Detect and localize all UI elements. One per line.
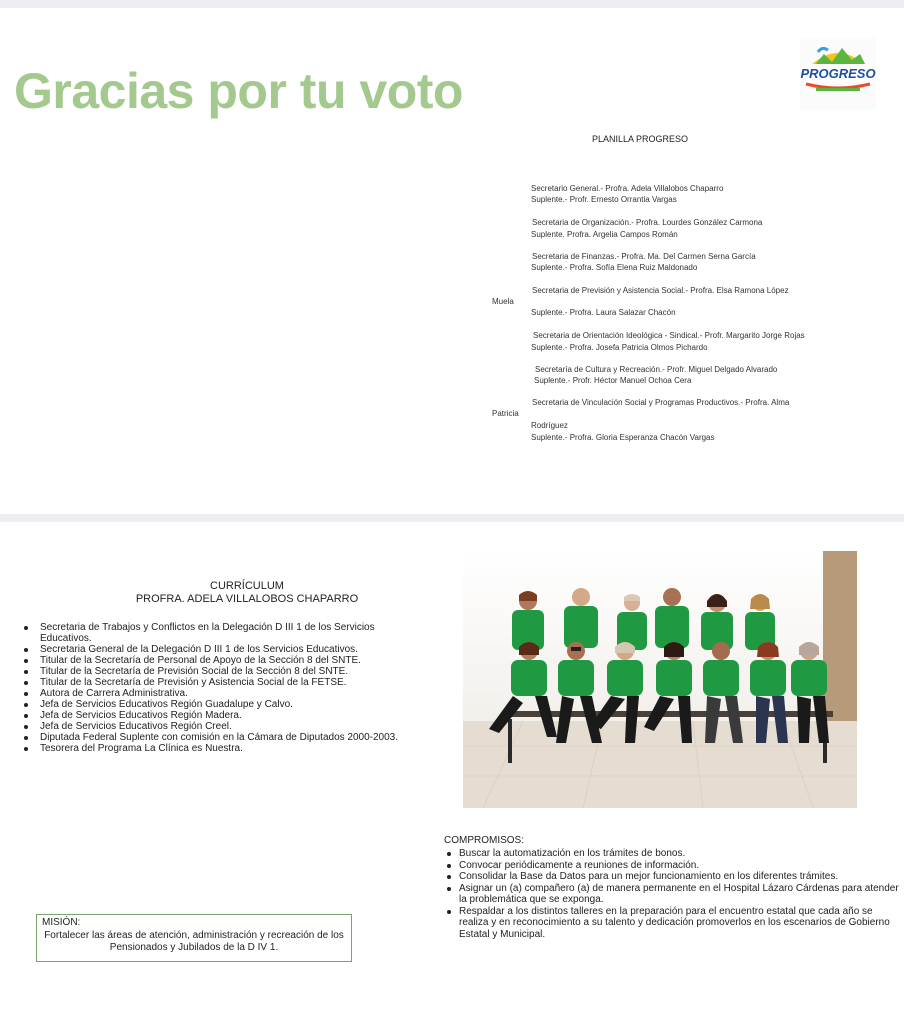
planilla-line: Patricia bbox=[492, 409, 519, 418]
progreso-logo-icon bbox=[800, 38, 876, 110]
compromisos-title: COMPROMISOS: bbox=[444, 835, 525, 846]
group-photo bbox=[463, 551, 857, 808]
planilla-line: Rodríguez bbox=[531, 421, 568, 430]
list-item: Tesorera del Programa La Clínica es Nuestra. bbox=[24, 743, 416, 754]
slide-curriculum bbox=[0, 522, 904, 1024]
planilla-line: Secretaria de Orientación Ideológica - Sindical.- Profr. Margarito Jorge Rojas bbox=[533, 331, 805, 340]
list-item: Asignar un (a) compañero (a) de manera permanente en el Hospital Lázaro Cárdenas para atender la problemática que se exponga. bbox=[444, 883, 904, 906]
mision-text: Fortalecer las áreas de atención, administración y recreación de los Pensionados y Jubilados de la D IV 1. bbox=[44, 930, 344, 953]
planilla-line: Secretaria de Finanzas.- Profra. Ma. Del Carmen Serna García bbox=[532, 252, 756, 261]
list-item: Consolidar la Base da Datos para un mejor funcionamiento en los diferentes trámites. bbox=[444, 871, 904, 883]
curriculum-name: PROFRA. ADELA VILLALOBOS CHAPARRO bbox=[135, 593, 359, 605]
list-item: Diputada Federal Suplente con comisión en la Cámara de Diputados 2000-2003. bbox=[24, 732, 416, 743]
mision-box bbox=[36, 914, 352, 962]
planilla-line: Suplente.- Profr. Héctor Manuel Ochoa Cera bbox=[534, 376, 692, 385]
planilla-line: Suplente. Profra. Argelia Campos Román bbox=[531, 230, 678, 239]
planilla-line: Secretaria de Organización.- Profra. Lourdes González Carmona bbox=[532, 218, 763, 227]
planilla-line: Secretaría de Cultura y Recreación.- Profr. Miguel Delgado Alvarado bbox=[535, 365, 778, 374]
mision-label: MISIÓN: bbox=[42, 917, 81, 928]
list-item: Autora de Carrera Administrativa. bbox=[24, 688, 416, 699]
curriculum-title: CURRÍCULUM bbox=[210, 580, 284, 592]
list-item: Jefa de Servicios Educativos Región Creel. bbox=[24, 721, 416, 732]
list-item: Buscar la automatización en los trámites de bonos. bbox=[444, 848, 904, 860]
list-item: Titular de la Secretaría de Previsión y Asistencia Social de la FETSE. bbox=[24, 677, 416, 688]
planilla-line: Suplente.- Profra. Josefa Patricia Olmos Pichardo bbox=[531, 343, 708, 352]
planilla-line: Suplente.- Profr. Ernesto Orrantia Vargas bbox=[531, 195, 677, 204]
compromisos-list bbox=[444, 848, 904, 940]
list-item: Secretaria General de la Delegación D III 1 de los Servicios Educativos. bbox=[24, 644, 416, 655]
list-item: Convocar periódicamente a reuniones de información. bbox=[444, 860, 904, 872]
curriculum-list bbox=[24, 622, 416, 754]
planilla-line: Suplente.- Profra. Sofía Elena Ruiz Maldonado bbox=[531, 263, 698, 272]
list-item: Titular de la Secretaría de Personal de Apoyo de la Sección 8 del SNTE. bbox=[24, 655, 416, 666]
list-item: Secretaria de Trabajos y Conflictos en la Delegación D III 1 de los Servicios Educativos. bbox=[24, 622, 416, 644]
page-title: Gracias por tu voto bbox=[14, 63, 463, 119]
planilla-title: PLANILLA PROGRESO bbox=[591, 134, 689, 144]
slide-gracias bbox=[0, 8, 904, 514]
list-item: Jefa de Servicios Educativos Región Madera. bbox=[24, 710, 416, 721]
list-item: Respaldar a los distintos talleres en la preparación para el encuentro estatal que cada año se realiza y en reconocimiento a su talento y dedicación promoverlos en los escenarios de Gobierno Estatal y Municipal. bbox=[444, 906, 904, 941]
planilla-line: Suplente.- Profra. Laura Salazar Chacón bbox=[531, 308, 676, 317]
planilla-line: Secretaria de Previsión y Asistencia Social.- Profra. Elsa Ramona López bbox=[532, 286, 789, 295]
planilla-line: Suplente.- Profra. Gloria Esperanza Chacón Vargas bbox=[531, 433, 715, 442]
logo-text: PROGRESO bbox=[800, 66, 876, 81]
list-item: Jefa de Servicios Educativos Región Guadalupe y Calvo. bbox=[24, 699, 416, 710]
curriculum-header bbox=[100, 580, 394, 606]
planilla-line: Muela bbox=[492, 297, 514, 306]
planilla-line: Secretaria de Vinculación Social y Programas Productivos.- Profra. Alma bbox=[532, 398, 790, 407]
planilla-line: Secretario General.- Profra. Adela Villalobos Chaparro bbox=[531, 184, 724, 193]
list-item: Titular de la Secretaría de Previsión Social de la Sección 8 del SNTE. bbox=[24, 666, 416, 677]
